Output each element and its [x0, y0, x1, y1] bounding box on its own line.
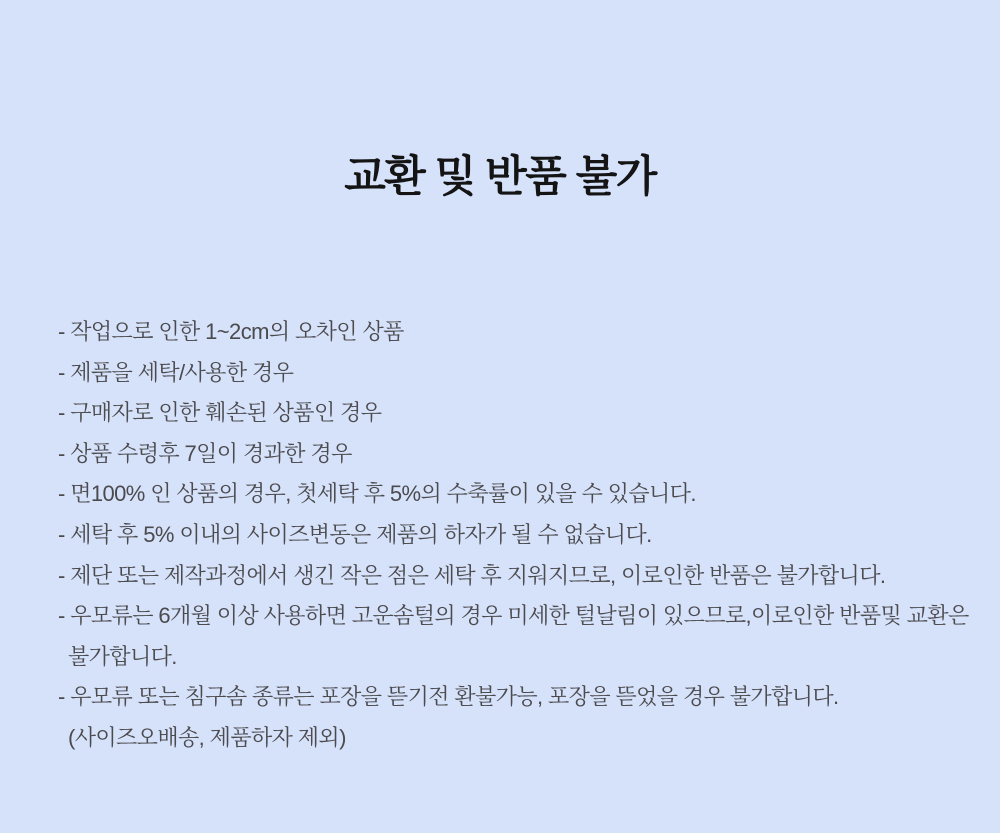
policy-line-package-opened: - 우모류 또는 침구솜 종류는 포장을 뜯기전 환불가능, 포장을 뜯었을 경우 불가합니다.	[58, 684, 839, 710]
policy-line-cotton-shrinkage: - 면100% 인 상품의 경우, 첫세탁 후 5%의 수축률이 있을 수 있습니다.	[58, 481, 696, 507]
policy-list	[58, 312, 970, 759]
page-title: 교환 및 반품 불가	[344, 153, 656, 201]
policy-line-down-lint-continuation: 불가합니다.	[68, 643, 177, 669]
policy-line-small-dots: - 제단 또는 제작과정에서 생긴 작은 점은 세탁 후 지워지므로, 이로인한 반품은 불가합니다.	[58, 562, 886, 588]
policy-line-size-change: - 세탁 후 5% 이내의 사이즈변동은 제품의 하자가 될 수 없습니다.	[58, 521, 652, 547]
policy-line-down-lint: - 우모류는 6개월 이상 사용하면 고운솜털의 경우 미세한 털날림이 있으므로,이로인한 반품및 교환은	[58, 603, 969, 629]
policy-line-work-tolerance: - 작업으로 인한 1~2cm의 오차인 상품	[58, 319, 404, 344]
policy-line-washed-used: - 제품을 세탁/사용한 경우	[58, 359, 294, 385]
policy-line-exceptions-note: (사이즈오배송, 제품하자 제외)	[68, 724, 346, 750]
policy-line-buyer-damage: - 구매자로 인한 훼손된 상품인 경우	[58, 400, 382, 426]
policy-line-seven-days: - 상품 수령후 7일이 경과한 경우	[58, 440, 352, 466]
